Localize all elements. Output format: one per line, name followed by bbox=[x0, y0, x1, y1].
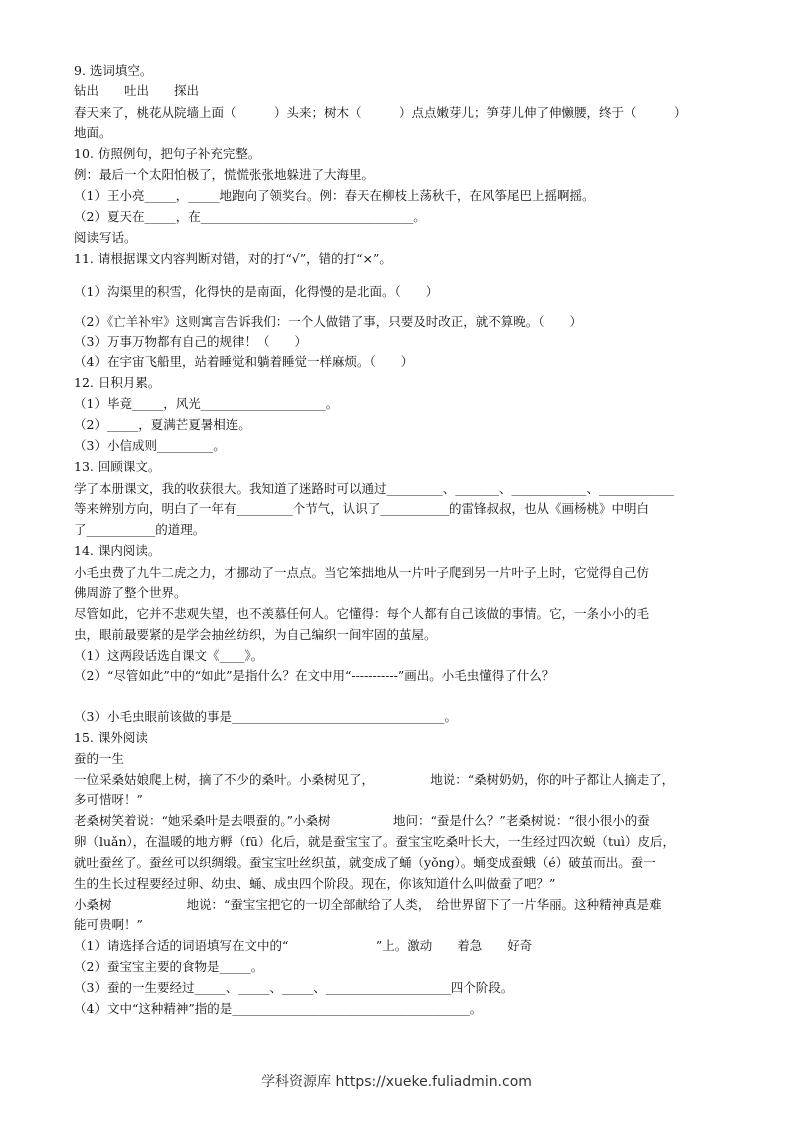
q14-passage-line-3: 尽管如此，它并不悲观失望，也不羡慕任何人。它懂得：每个人都有自己该做的事情。它，一条小小的毛 bbox=[74, 606, 650, 621]
q15-passage-line-1: 一位采桑姑娘爬上树，摘了不少的桑叶。小桑树见了， 地说：“桑树奶奶，你的叶子都让人摘走了， bbox=[74, 772, 675, 787]
q11-item-3: （3）万事万物都有自己的规律！（ ） bbox=[74, 334, 307, 349]
q14-item-2: （2）“尽管如此”中的“如此”是指什么？在文中用“-----------”画出。小毛虫懂得了什么？ bbox=[74, 668, 555, 683]
q14-item-3: （3）小毛虫眼前该做的事是__________________________________。 bbox=[74, 709, 457, 724]
q11-title: 11. 请根据课文内容判断对错，对的打“√”，错的打“×”。 bbox=[74, 251, 392, 266]
q15-title: 15. 课外阅读 bbox=[74, 730, 148, 745]
q11-item-1: （1）沟渠里的积雪，化得快的是南面，化得慢的是北面。（ ） bbox=[74, 284, 439, 299]
q14-passage-line-4: 虫，眼前最要紧的是学会抽丝纺织，为自己编织一间牢固的茧屋。 bbox=[74, 627, 437, 642]
q12-item-1: （1）毕竟_____，风光____________________。 bbox=[74, 396, 339, 411]
q14-title: 14. 课内阅读。 bbox=[74, 543, 161, 558]
footer-watermark-text: 学科资源库 https://xueke.fuliadmin.com bbox=[261, 1074, 532, 1090]
q15-passage-line-5: 就吐蚕丝了。蚕丝可以织绸缎。蚕宝宝吐丝织茧，就变成了蛹（yǒng）。蛹变成蚕蛾（é）破茧而出。蚕一 bbox=[74, 855, 656, 870]
q9-sentence: 春天来了，桃花从院墙上面（ ）头来；树木（ ）点点嫩芽儿；笋芽儿伸了伸懒腰，终于（ ） bbox=[74, 105, 687, 120]
q9-title: 9. 选词填空。 bbox=[74, 63, 153, 78]
q13-title: 13. 回顾课文。 bbox=[74, 459, 161, 474]
q13-line-1: 学了本册课文，我的收获很大。我知道了迷路时可以通过_________、_______、____________、____________ bbox=[74, 481, 675, 496]
q15-passage-line-6: 生的生长过程要经过卵、幼虫、蛹、成虫四个阶段。现在，你该知道什么叫做蚕了吧？” bbox=[74, 876, 556, 891]
q14-passage-line-2: 佛周游了整个世界。 bbox=[74, 585, 187, 600]
q15-passage-line-8: 能可贵啊！” bbox=[74, 917, 143, 932]
q9-sentence-cont: 地面。 bbox=[74, 125, 112, 140]
q13-line-3: 了___________的道理。 bbox=[74, 522, 206, 537]
q13-line-2: 等来辨别方向，明白了一年有_________个节气，认识了___________的雷锋叔叔，也从《画杨桃》中明白 bbox=[74, 501, 650, 516]
q14-passage-line-1: 小毛虫费了九牛二虎之力，才挪动了一点点。当它笨拙地从一片叶子爬到另一片叶子上时，它觉得自己仿 bbox=[74, 565, 650, 580]
q11-item-4: （4）在宇宙飞船里，站着睡觉和躺着睡觉一样麻烦。（ ） bbox=[74, 354, 414, 369]
q15-passage-line-3: 老桑树笑着说：“她采桑叶是去喂蚕的。”小桑树 地问：“蚕是什么？”老桑树说：“很小很小的蚕 bbox=[74, 813, 650, 828]
q15-passage-line-2: 多可惜呀！” bbox=[74, 792, 143, 807]
q14-item-1: （1）这两段话选自课文《____》。 bbox=[74, 648, 264, 663]
q10-example: 例：最后一个太阳怕极了，慌慌张张地躲进了大海里。 bbox=[74, 167, 375, 182]
q15-item-4: （4）文中“这种精神”指的是______________________________________。 bbox=[74, 1001, 483, 1016]
section-reading-writing: 阅读写话。 bbox=[74, 230, 137, 245]
q15-item-3: （3）蚕的一生要经过_____、_____、_____、____________________四个阶段。 bbox=[74, 980, 514, 995]
q12-title: 12. 日积月累。 bbox=[74, 375, 161, 390]
q10-item-2: （2）夏天在_____，在__________________________________。 bbox=[74, 209, 426, 224]
q15-passage-line-7: 小桑树 地说：“蚕宝宝把它的一切全部献给了人类， 给世界留下了一片华丽。这种精神真是难 bbox=[74, 897, 662, 912]
q15-item-1: （1）请选择合适的词语填写在文中的“ ”上。激动 着急 好奇 bbox=[74, 938, 533, 953]
q12-item-3: （3）小信成则_________。 bbox=[74, 438, 226, 453]
q15-passage-line-4: 卵（luǎn），在温暖的地方孵（fū）化后，就是蚕宝宝了。蚕宝宝吃桑叶长大，一生经过四次蜕（tuì）皮后， bbox=[74, 834, 676, 849]
q11-item-2: （2）《亡羊补牢》这则寓言告诉我们：一个人做错了事，只要及时改正，就不算晚。（ ） bbox=[74, 314, 582, 329]
q15-item-2: （2）蚕宝宝主要的食物是_____。 bbox=[74, 959, 264, 974]
q9-word-options: 钻出 吐出 探出 bbox=[74, 83, 200, 98]
q15-passage-title: 蚕的一生 bbox=[74, 751, 125, 766]
q12-item-2: （2）_____，夏满芒夏暑相连。 bbox=[74, 417, 251, 432]
q10-title: 10. 仿照例句，把句子补充完整。 bbox=[74, 146, 261, 161]
q10-item-1: （1）王小亮_____，_____地跑向了领奖台。例：春天在柳枝上荡秋千，在风筝尾巴上摇啊摇。 bbox=[74, 188, 595, 203]
